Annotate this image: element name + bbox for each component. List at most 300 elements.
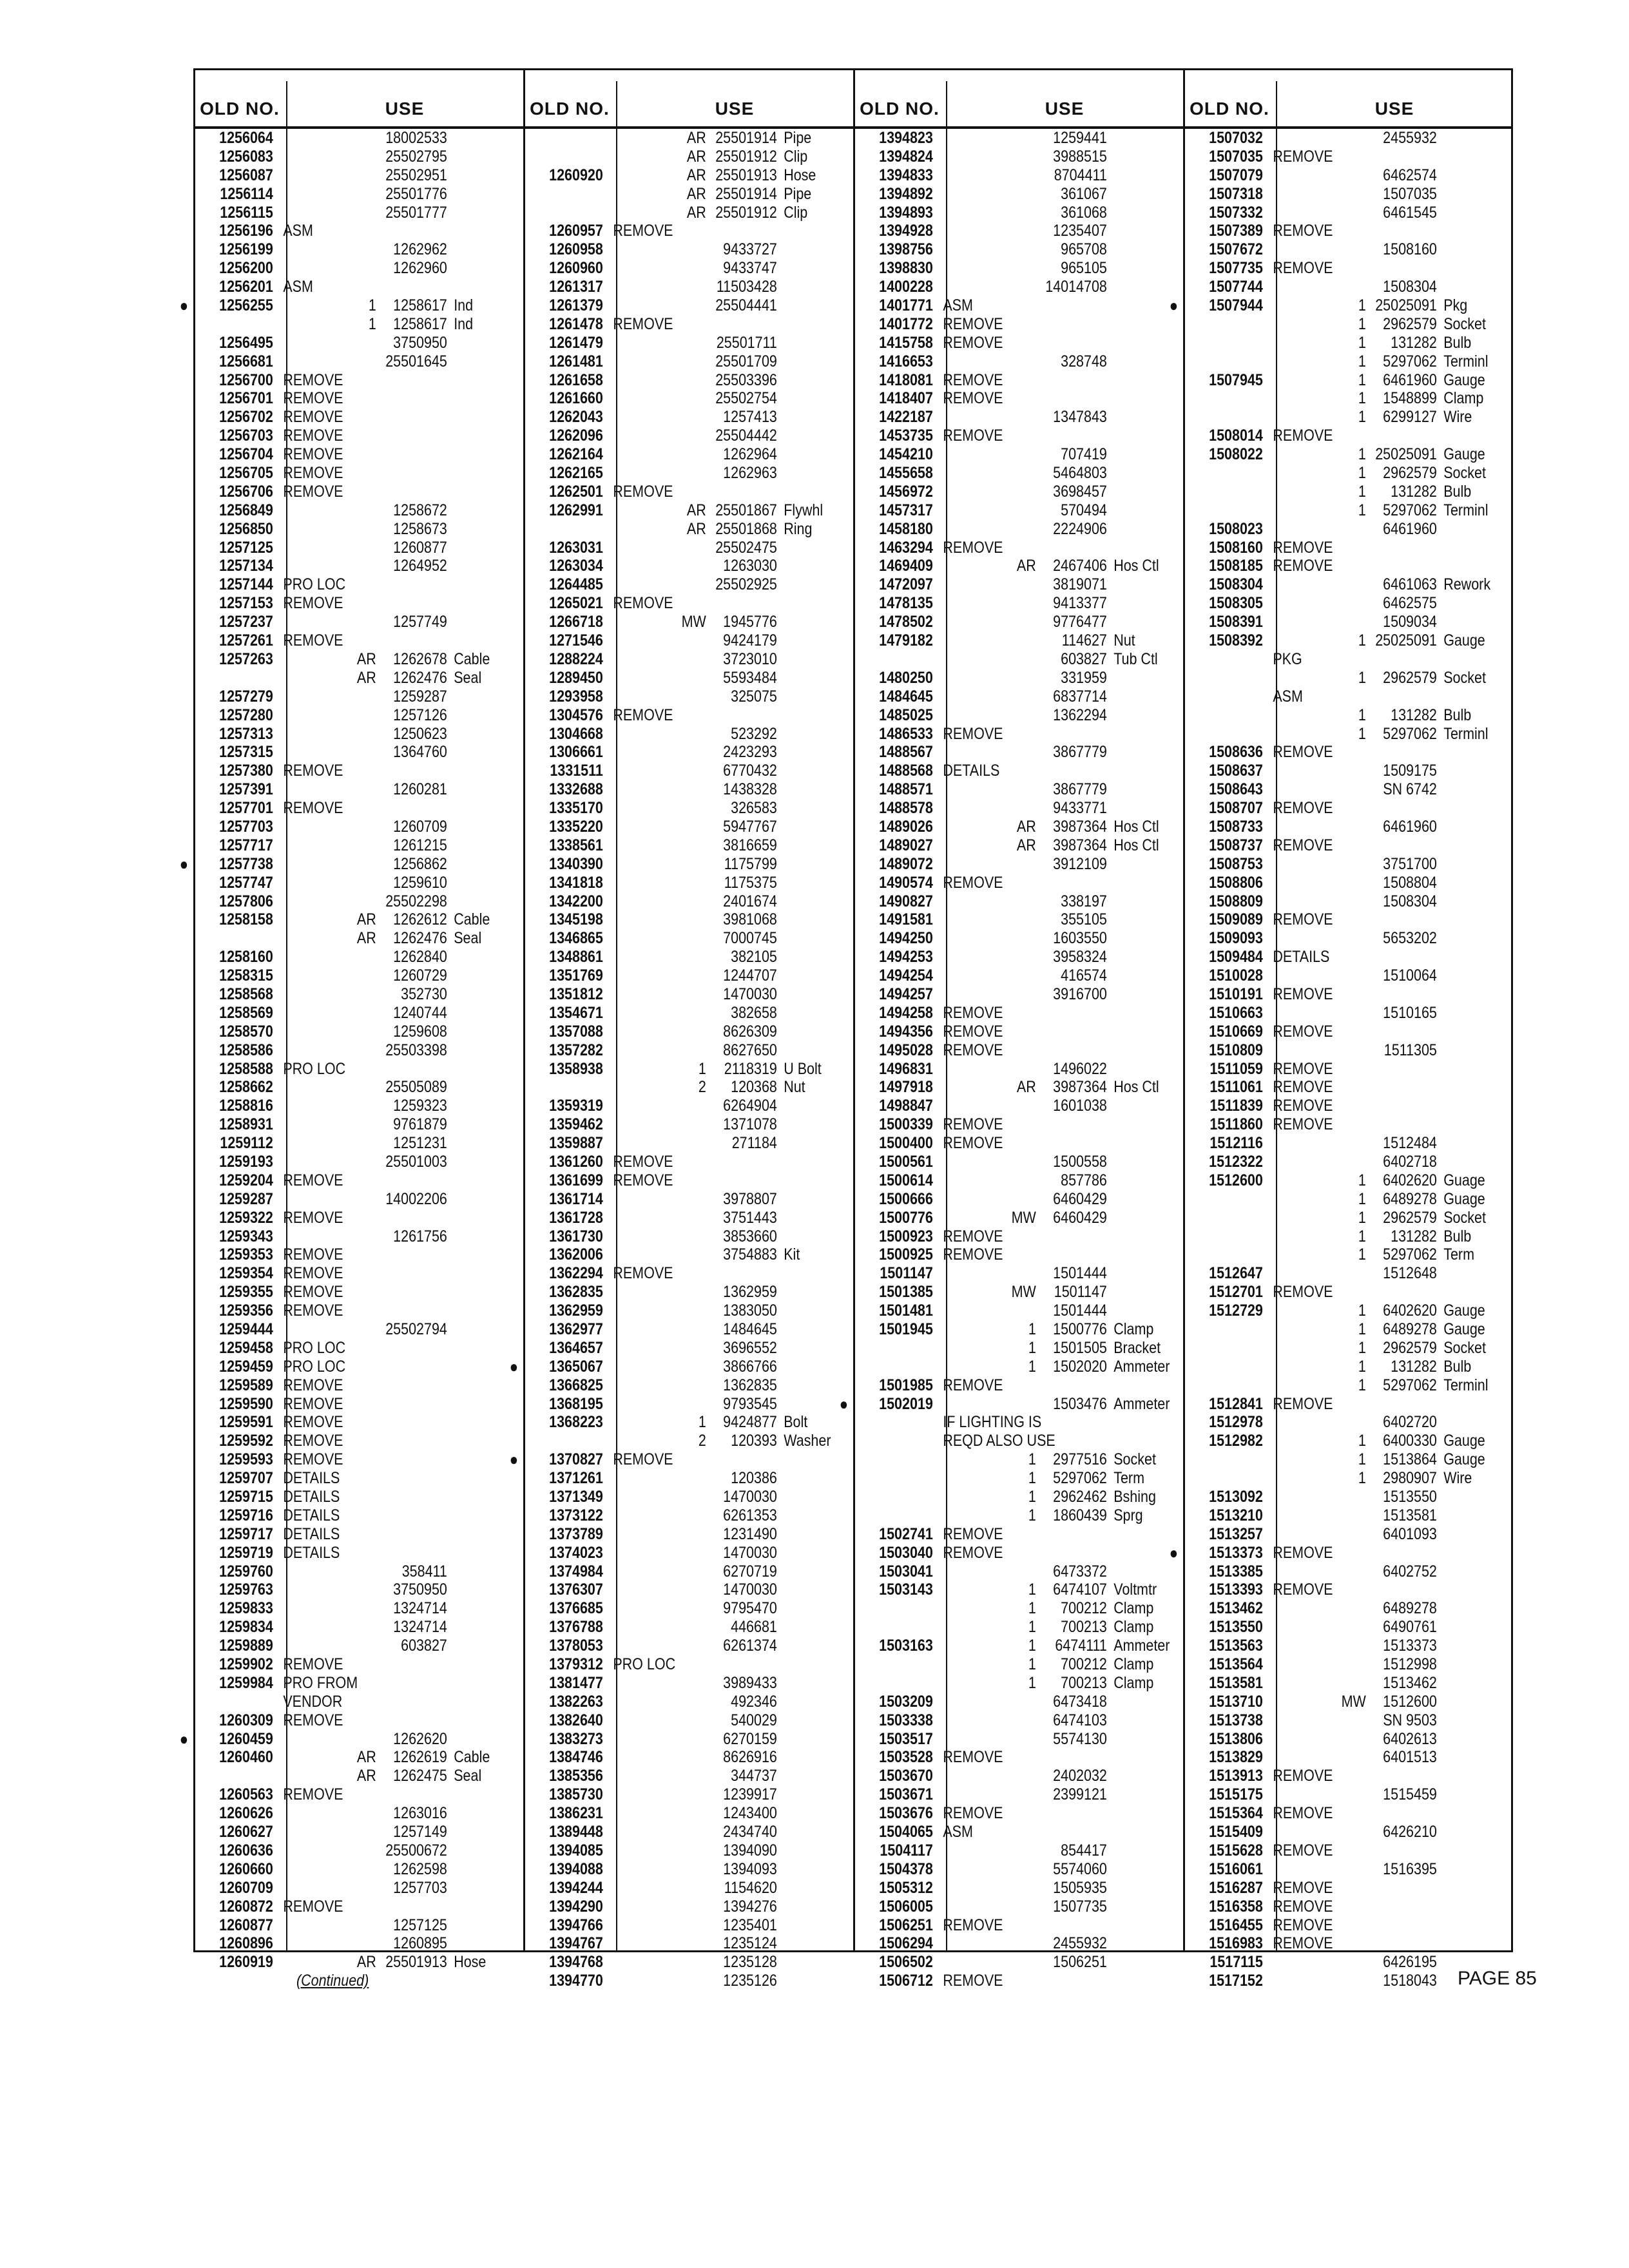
new-part-number: 1262962 xyxy=(393,240,447,259)
table-row xyxy=(1183,1208,1486,1227)
use-note: DETAILS xyxy=(1273,948,1330,966)
old-part-number: 1506712 xyxy=(879,1972,933,1990)
quantity: 2 xyxy=(698,1078,706,1097)
table-row xyxy=(523,1804,807,1823)
table-row xyxy=(523,445,807,464)
table-row xyxy=(193,1245,477,1264)
quantity: 1 xyxy=(1358,1208,1366,1227)
new-part-number: 965105 xyxy=(1061,259,1107,278)
new-part-number: 2962579 xyxy=(1383,668,1437,687)
old-part-number: 1256700 xyxy=(219,370,273,389)
new-part-number: 3723010 xyxy=(723,649,777,668)
use-note: REMOVE xyxy=(943,1972,1003,1990)
old-part-number: 1513738 xyxy=(1209,1711,1263,1729)
part-description: Gauge xyxy=(1443,370,1485,389)
quantity: MW xyxy=(1011,1208,1036,1227)
new-part-number: 18002533 xyxy=(385,129,447,147)
table-row xyxy=(853,1283,1137,1302)
part-description: Wire xyxy=(1443,1469,1472,1488)
old-part-number: 1504065 xyxy=(879,1823,933,1841)
new-part-number: 6461960 xyxy=(1383,370,1437,389)
old-part-number: 1510191 xyxy=(1209,985,1263,1003)
old-part-number: 1257144 xyxy=(219,575,273,594)
table-row xyxy=(1183,966,1467,985)
header-old-no: OLD NO. xyxy=(860,99,940,119)
old-part-number: 1257134 xyxy=(219,557,273,575)
new-part-number: 1513864 xyxy=(1383,1450,1437,1469)
old-part-number: 1500561 xyxy=(879,1152,933,1171)
table-row xyxy=(523,204,807,222)
old-part-number: 1256681 xyxy=(219,352,273,370)
table-row xyxy=(193,1860,477,1879)
table-row xyxy=(853,148,1137,166)
old-part-number: 1507744 xyxy=(1209,278,1263,296)
use-note: REMOVE xyxy=(283,1655,343,1674)
use-note: REMOVE xyxy=(283,1245,343,1264)
old-part-number: 1257280 xyxy=(219,706,273,724)
table-row xyxy=(523,1841,807,1860)
part-description: Pipe xyxy=(784,129,812,147)
part-description: Pipe xyxy=(784,184,812,203)
old-part-number: 1506005 xyxy=(879,1897,933,1916)
quantity: 1 xyxy=(1028,1618,1036,1637)
old-part-number: 1508022 xyxy=(1209,445,1263,464)
table-row xyxy=(193,1785,477,1804)
table-row xyxy=(853,1357,1170,1376)
table-row xyxy=(193,1711,477,1730)
old-part-number: 1508733 xyxy=(1209,817,1263,836)
new-part-number: 25502951 xyxy=(385,166,447,184)
table-row xyxy=(193,1804,477,1823)
quantity: MW xyxy=(1011,1283,1036,1302)
table-row xyxy=(523,725,807,744)
use-note: REMOVE xyxy=(613,1152,673,1171)
use-note: REMOVE xyxy=(943,389,1003,408)
table-row xyxy=(523,1134,807,1153)
new-part-number: 6270159 xyxy=(723,1729,777,1748)
use-note: REMOVE xyxy=(283,1283,343,1302)
table-row xyxy=(853,1655,1154,1674)
new-part-number: 1501444 xyxy=(1053,1302,1107,1320)
new-part-number: 2401674 xyxy=(723,892,777,910)
old-part-number: 1401772 xyxy=(879,314,933,333)
quantity: 1 xyxy=(1028,1488,1036,1506)
new-part-number: 1548899 xyxy=(1383,389,1437,408)
table-row xyxy=(523,1730,807,1749)
part-description: Bshing xyxy=(1113,1488,1156,1506)
new-part-number: 1501147 xyxy=(1054,1283,1107,1302)
new-part-number: 5297062 xyxy=(1053,1469,1107,1488)
old-part-number: 1257701 xyxy=(219,799,273,818)
table-row xyxy=(193,1413,477,1432)
table-row xyxy=(853,1209,1137,1227)
table-row xyxy=(853,1134,1137,1153)
new-part-number: 6489278 xyxy=(1383,1189,1437,1208)
table-row xyxy=(1183,1655,1467,1674)
old-part-number: 1345198 xyxy=(549,910,603,929)
quantity: AR xyxy=(1016,836,1036,854)
table-row xyxy=(853,1673,1154,1693)
use-note: REMOVE xyxy=(1273,1581,1333,1599)
quantity: 1 xyxy=(1358,464,1366,483)
use-note: PRO LOC xyxy=(283,1059,346,1078)
new-part-number: 1383050 xyxy=(723,1302,777,1320)
new-part-number: 1515459 xyxy=(1383,1785,1437,1804)
table-row xyxy=(193,352,477,371)
table-row xyxy=(1183,333,1472,352)
old-part-number: 1508392 xyxy=(1209,631,1263,650)
new-part-number: 6270719 xyxy=(723,1562,777,1581)
table-row xyxy=(1183,1376,1489,1395)
new-part-number: 120393 xyxy=(731,1432,777,1450)
new-part-number: 1508804 xyxy=(1383,873,1437,892)
use-note: REMOVE xyxy=(943,333,1003,352)
table-row xyxy=(853,1115,1137,1134)
new-part-number: 25025091 xyxy=(1375,631,1437,650)
table-row xyxy=(193,1023,477,1041)
bullet-icon: ● xyxy=(509,1356,519,1376)
table-row xyxy=(523,762,807,780)
table-row xyxy=(523,1302,807,1320)
part-description: Hos Ctl xyxy=(1113,836,1159,854)
part-description: Bulb xyxy=(1443,1357,1472,1376)
new-part-number: 9424179 xyxy=(723,631,777,650)
table-row xyxy=(193,520,477,539)
part-description: Clamp xyxy=(1113,1599,1154,1618)
old-part-number: 1516358 xyxy=(1209,1897,1263,1916)
old-part-number: 1260957 xyxy=(549,222,603,240)
use-note: REMOVE xyxy=(1273,743,1333,762)
table-row xyxy=(193,649,490,669)
part-description: Gauge xyxy=(1443,1450,1485,1469)
old-part-number: 1260709 xyxy=(219,1878,273,1897)
new-part-number: 1347843 xyxy=(1053,408,1107,427)
part-description: Ind xyxy=(454,296,474,315)
table-row xyxy=(853,1525,1137,1544)
old-part-number: 1374984 xyxy=(549,1562,603,1581)
table-row xyxy=(523,1115,807,1134)
old-part-number: 1478135 xyxy=(879,594,933,613)
new-part-number: 1484645 xyxy=(723,1320,777,1338)
new-part-number: 9413377 xyxy=(1053,594,1107,613)
new-part-number: 1510064 xyxy=(1383,966,1437,985)
table-row xyxy=(523,1525,807,1544)
new-part-number: 1945776 xyxy=(723,613,777,631)
table-row xyxy=(193,929,482,948)
table-row xyxy=(523,706,807,725)
table-row xyxy=(853,1879,1137,1898)
table-row xyxy=(853,1060,1137,1079)
old-part-number: 1293958 xyxy=(549,687,603,706)
old-part-number: 1385356 xyxy=(549,1767,603,1785)
old-part-number: 1513806 xyxy=(1209,1729,1263,1748)
use-note: REMOVE xyxy=(943,1003,1003,1022)
table-row xyxy=(193,148,477,166)
new-part-number: 3912109 xyxy=(1053,854,1107,873)
new-part-number: 8626309 xyxy=(723,1022,777,1041)
table-row xyxy=(523,1023,807,1041)
new-part-number: 1261756 xyxy=(393,1227,447,1245)
quantity: AR xyxy=(356,910,376,929)
new-part-number: 1240744 xyxy=(393,1003,447,1022)
new-part-number: 6426195 xyxy=(1383,1953,1437,1972)
new-part-number: 1154620 xyxy=(724,1878,777,1897)
table-row xyxy=(853,892,1137,911)
part-description: Pkg xyxy=(1443,296,1468,315)
quantity: 1 xyxy=(1028,1655,1036,1674)
new-part-number: 6489278 xyxy=(1383,1320,1437,1338)
new-part-number: 6460429 xyxy=(1053,1208,1107,1227)
old-part-number: 1507389 xyxy=(1209,222,1263,240)
new-part-number: 331959 xyxy=(1061,668,1107,687)
old-part-number: 1463294 xyxy=(879,538,933,557)
new-part-number: 25501868 xyxy=(715,519,777,538)
table-row xyxy=(853,1078,1159,1097)
table-row xyxy=(853,1264,1137,1283)
new-part-number: 1262963 xyxy=(723,464,777,483)
old-part-number: 1503163 xyxy=(879,1637,933,1655)
table-row xyxy=(523,1674,807,1693)
new-part-number: 1259610 xyxy=(393,873,447,892)
part-description: Bracket xyxy=(1113,1338,1161,1357)
use-note: REMOVE xyxy=(943,1227,1003,1245)
table-row xyxy=(1183,1004,1467,1023)
table-row xyxy=(523,985,807,1004)
table-row xyxy=(193,948,477,966)
new-part-number: 120368 xyxy=(731,1078,777,1097)
new-part-number: 3696552 xyxy=(723,1338,777,1357)
old-part-number: 1508637 xyxy=(1209,762,1263,780)
new-part-number: 1261215 xyxy=(393,836,447,854)
use-note: REMOVE xyxy=(613,222,673,240)
new-part-number: 6474107 xyxy=(1053,1581,1107,1599)
old-part-number: 1503143 xyxy=(879,1581,933,1599)
old-part-number: 1382263 xyxy=(549,1692,603,1711)
table-row xyxy=(853,855,1137,874)
table-row xyxy=(1183,1395,1467,1414)
new-part-number: 6402613 xyxy=(1383,1729,1437,1748)
new-part-number: 344737 xyxy=(731,1767,777,1785)
continued-note: (Continued) xyxy=(296,1972,369,1990)
new-part-number: 700213 xyxy=(1061,1618,1107,1637)
use-note: REMOVE xyxy=(283,1897,343,1916)
table-row xyxy=(523,892,807,911)
use-note: REMOVE xyxy=(1273,557,1333,575)
old-part-number: 1455658 xyxy=(879,464,933,483)
old-part-number: 1256703 xyxy=(219,427,273,445)
new-part-number: 523292 xyxy=(731,724,777,743)
part-description: Ammeter xyxy=(1113,1357,1170,1376)
old-part-number: 1494258 xyxy=(879,1003,933,1022)
new-part-number: 1508304 xyxy=(1383,892,1437,910)
table-row xyxy=(1183,1879,1467,1898)
use-note: REMOVE xyxy=(1273,1059,1333,1078)
part-description: Bolt xyxy=(784,1413,808,1432)
use-note: DETAILS xyxy=(283,1488,340,1506)
old-part-number: 1503040 xyxy=(879,1543,933,1562)
old-part-number: 1357088 xyxy=(549,1022,603,1041)
quantity: 1 xyxy=(1358,706,1366,724)
use-note: PKG xyxy=(1273,649,1302,668)
old-part-number: 1494254 xyxy=(879,966,933,985)
table-row xyxy=(1183,1898,1467,1916)
table-row xyxy=(523,1562,807,1581)
table-row xyxy=(523,1693,807,1711)
table-row xyxy=(193,1693,477,1711)
table-row xyxy=(1183,1972,1467,1990)
table-row xyxy=(193,240,477,259)
use-note: REMOVE xyxy=(1273,910,1333,929)
table-row xyxy=(839,1394,1170,1414)
table-row xyxy=(193,743,477,762)
new-part-number: 1262678 xyxy=(393,649,447,668)
new-part-number: 1260729 xyxy=(393,966,447,985)
quantity: AR xyxy=(686,129,706,147)
table-row xyxy=(523,1748,807,1767)
new-part-number: 1256862 xyxy=(393,854,447,873)
old-part-number: 1261481 xyxy=(549,352,603,370)
new-part-number: 3987364 xyxy=(1053,817,1107,836)
table-row xyxy=(1183,482,1472,501)
table-row xyxy=(523,1469,807,1488)
table-row xyxy=(193,1841,477,1860)
old-part-number: 1394085 xyxy=(549,1841,603,1860)
table-row xyxy=(853,259,1137,278)
old-part-number: 1256701 xyxy=(219,389,273,408)
use-note: REMOVE xyxy=(613,314,673,333)
use-note: REMOVE xyxy=(1273,222,1333,240)
table-row xyxy=(523,799,807,818)
old-part-number: 1382640 xyxy=(549,1711,603,1729)
old-part-number: 1507735 xyxy=(1209,259,1263,278)
old-part-number: 1260626 xyxy=(219,1804,273,1823)
old-part-number: 1348861 xyxy=(549,948,603,966)
table-row xyxy=(1183,1041,1467,1060)
new-part-number: 2962579 xyxy=(1383,314,1437,333)
old-part-number: 1511860 xyxy=(1210,1115,1263,1134)
table-row xyxy=(1183,1134,1467,1153)
quantity: 1 xyxy=(1358,370,1366,389)
old-part-number: 1508643 xyxy=(1209,780,1263,799)
old-part-number: 1457317 xyxy=(879,501,933,519)
old-part-number: 1394290 xyxy=(549,1897,603,1916)
table-row xyxy=(523,836,807,855)
new-part-number: 1512998 xyxy=(1383,1655,1437,1674)
table-row xyxy=(853,762,1137,780)
table-row xyxy=(523,296,807,315)
old-part-number: 1394768 xyxy=(549,1953,603,1972)
use-note: PRO LOC xyxy=(613,1655,676,1674)
old-part-number: 1494356 xyxy=(879,1022,933,1041)
old-part-number: 1261658 xyxy=(549,370,603,389)
old-part-number: 1469409 xyxy=(879,557,933,575)
new-part-number: 6474103 xyxy=(1053,1711,1107,1729)
use-note: REMOVE xyxy=(1273,1097,1333,1115)
table-row xyxy=(853,520,1137,539)
table-row xyxy=(193,799,477,818)
quantity: 1 xyxy=(1028,1599,1036,1618)
old-part-number: 1260636 xyxy=(219,1841,273,1860)
table-row xyxy=(1183,1637,1467,1655)
table-row xyxy=(193,1544,477,1562)
old-part-number: 1506251 xyxy=(879,1916,933,1934)
new-part-number: 3989433 xyxy=(723,1673,777,1692)
old-part-number: 1376685 xyxy=(549,1599,603,1618)
new-part-number: 1258673 xyxy=(393,519,447,538)
use-note: REMOVE xyxy=(1273,1841,1333,1860)
old-part-number: 1256115 xyxy=(220,203,273,222)
old-part-number: 1259356 xyxy=(219,1302,273,1320)
old-part-number: 1351769 xyxy=(549,966,603,985)
table-row xyxy=(853,985,1137,1004)
table-row xyxy=(1183,780,1467,799)
use-note: REMOVE xyxy=(943,724,1003,743)
table-row xyxy=(853,240,1137,259)
new-part-number: 1860439 xyxy=(1053,1506,1107,1524)
old-part-number: 1422187 xyxy=(879,408,933,427)
use-note: REMOVE xyxy=(283,1302,343,1320)
quantity: MW xyxy=(1341,1692,1366,1711)
new-part-number: 11503428 xyxy=(716,278,777,296)
new-part-number: 1394276 xyxy=(723,1897,777,1916)
quantity: AR xyxy=(686,203,706,222)
part-description: Guage xyxy=(1443,1171,1485,1189)
new-part-number: 2962579 xyxy=(1383,1208,1437,1227)
table-row xyxy=(1183,1916,1467,1935)
table-row xyxy=(523,259,807,278)
old-part-number: 1340390 xyxy=(549,854,603,873)
part-description: Gauge xyxy=(1443,631,1485,650)
old-part-number: 1259458 xyxy=(219,1338,273,1357)
table-row xyxy=(193,1432,477,1450)
old-part-number: 1338561 xyxy=(549,836,603,854)
old-part-number: 1261660 xyxy=(549,389,603,408)
old-part-number: 1513564 xyxy=(1209,1655,1263,1674)
table-row xyxy=(1183,520,1467,539)
table-row xyxy=(523,184,812,204)
new-part-number: 965708 xyxy=(1061,240,1107,259)
old-part-number: 1258570 xyxy=(219,1022,273,1041)
new-part-number: 3958324 xyxy=(1053,948,1107,966)
table-row xyxy=(853,1916,1137,1935)
old-part-number: 1383273 xyxy=(549,1729,603,1748)
new-part-number: 1258672 xyxy=(393,501,447,519)
new-part-number: 1603550 xyxy=(1053,929,1107,948)
old-part-number: 1257237 xyxy=(219,613,273,631)
table-row xyxy=(523,855,807,874)
table-row xyxy=(853,1562,1137,1581)
table-row xyxy=(1183,1841,1467,1860)
old-part-number: 1256064 xyxy=(219,129,273,147)
use-note: REMOVE xyxy=(1273,427,1333,445)
table-row xyxy=(853,1004,1137,1023)
use-note: REMOVE xyxy=(613,706,673,724)
new-part-number: 382658 xyxy=(731,1003,777,1022)
table-row xyxy=(193,1395,477,1414)
table-row xyxy=(853,1748,1137,1767)
bullet-icon: ● xyxy=(1169,1542,1179,1562)
table-row xyxy=(853,483,1137,501)
old-part-number: 1362294 xyxy=(549,1264,603,1283)
use-note: REMOVE xyxy=(1273,259,1333,278)
table-row xyxy=(853,501,1137,520)
old-part-number: 1508160 xyxy=(1209,538,1263,557)
old-part-number: 1259343 xyxy=(219,1227,273,1245)
quantity: AR xyxy=(356,1953,376,1972)
quantity: 1 xyxy=(1358,1376,1366,1394)
new-part-number: 25501003 xyxy=(385,1152,447,1171)
part-description: Nut xyxy=(784,1078,805,1097)
